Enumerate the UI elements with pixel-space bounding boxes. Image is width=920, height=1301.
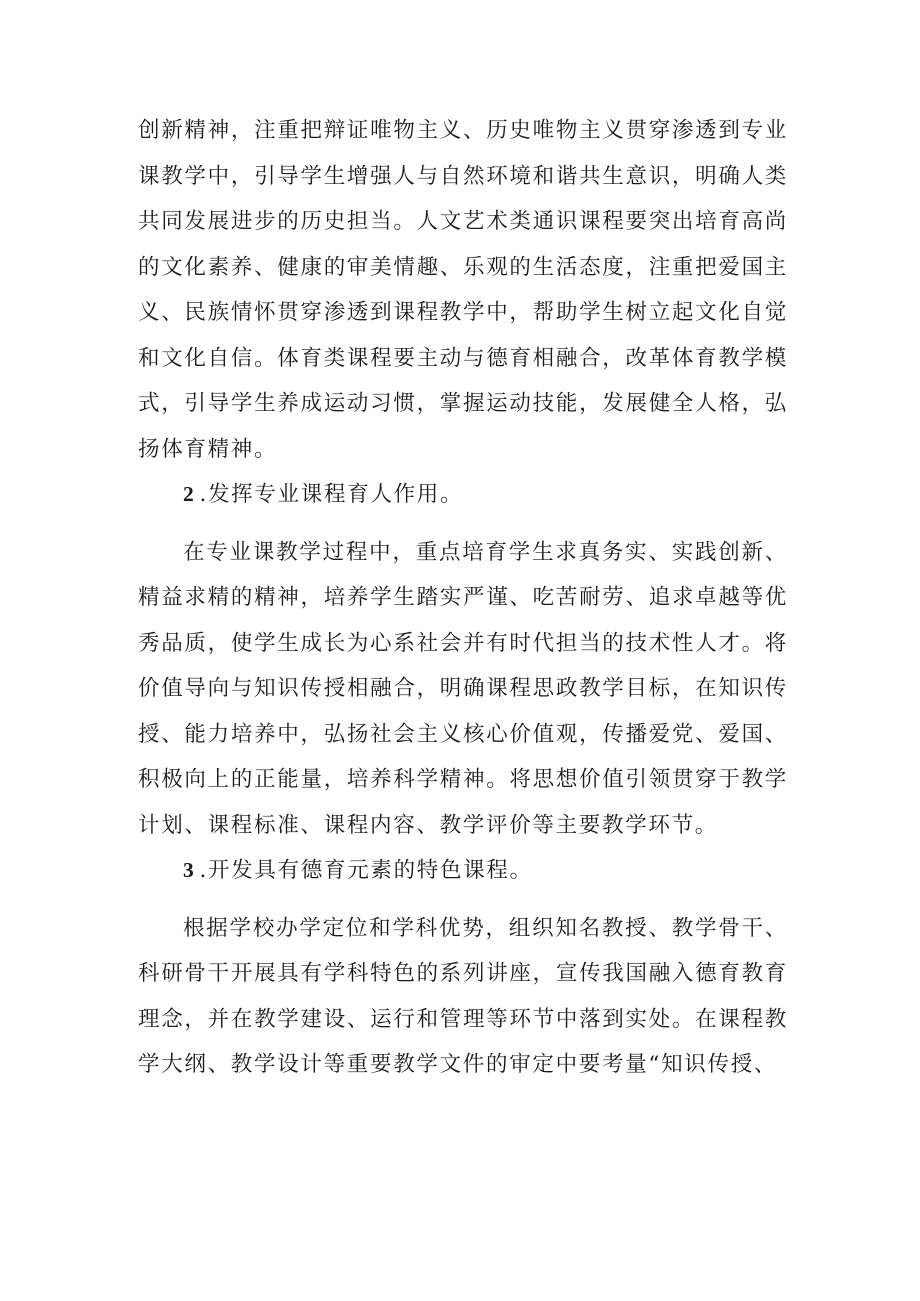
section-heading-2 [138,472,788,518]
paragraph-special-courses: 根据学校办学定位和学科优势，组织知名教授、教学骨干、科研骨干开展具有学科特色的系列讲座，宣传我国融入德育教育理念，并在教学建设、运行和管理等环节中落到实处。在课程教学大纲、教学设计等重要教学文件的审定中要考量“知识传授、 [138,915,788,1077]
section-number: 3 [183,858,196,882]
section-number: 2 [183,482,196,506]
section-heading-text: .开发具有德育元素的特色课程。 [199,858,533,883]
document-page [138,108,788,1088]
section-heading-text: .发挥专业课程育人作用。 [199,482,464,507]
section-heading-3 [138,848,788,894]
paragraph-professional-courses: 在专业课教学过程中，重点培育学生求真务实、实践创新、精益求精的精神，培养学生踏实严谨、吃苦耐劳、追求卓越等优秀品质，使学生成长为心系社会并有时代担当的技术性人才。将价值导向与知识传授相融合，明确课程思政教学目标，在知识传授、能力培养中，弘扬社会主义核心价值观，传播爱党、爱国、积极向上的正能量，培养科学精神。将思想价值引领贯穿于教学计划、课程标准、课程内容、教学评价等主要教学环节。 [138,539,788,838]
paragraph-continuation: 创新精神，注重把辩证唯物主义、历史唯物主义贯穿渗透到专业课教学中，引导学生增强人与自然环境和谐共生意识，明确人类共同发展进步的历史担当。人文艺术类通识课程要突出培育高尚的文化素养、健康的审美情趣、乐观的生活态度，注重把爱国主义、民族情怀贯穿渗透到课程教学中，帮助学生树立起文化自觉和文化自信。体育类课程要主动与德育相融合，改革体育教学模式，引导学生养成运动习惯，掌握运动技能，发展健全人格，弘扬体育精神。 [138,118,788,462]
